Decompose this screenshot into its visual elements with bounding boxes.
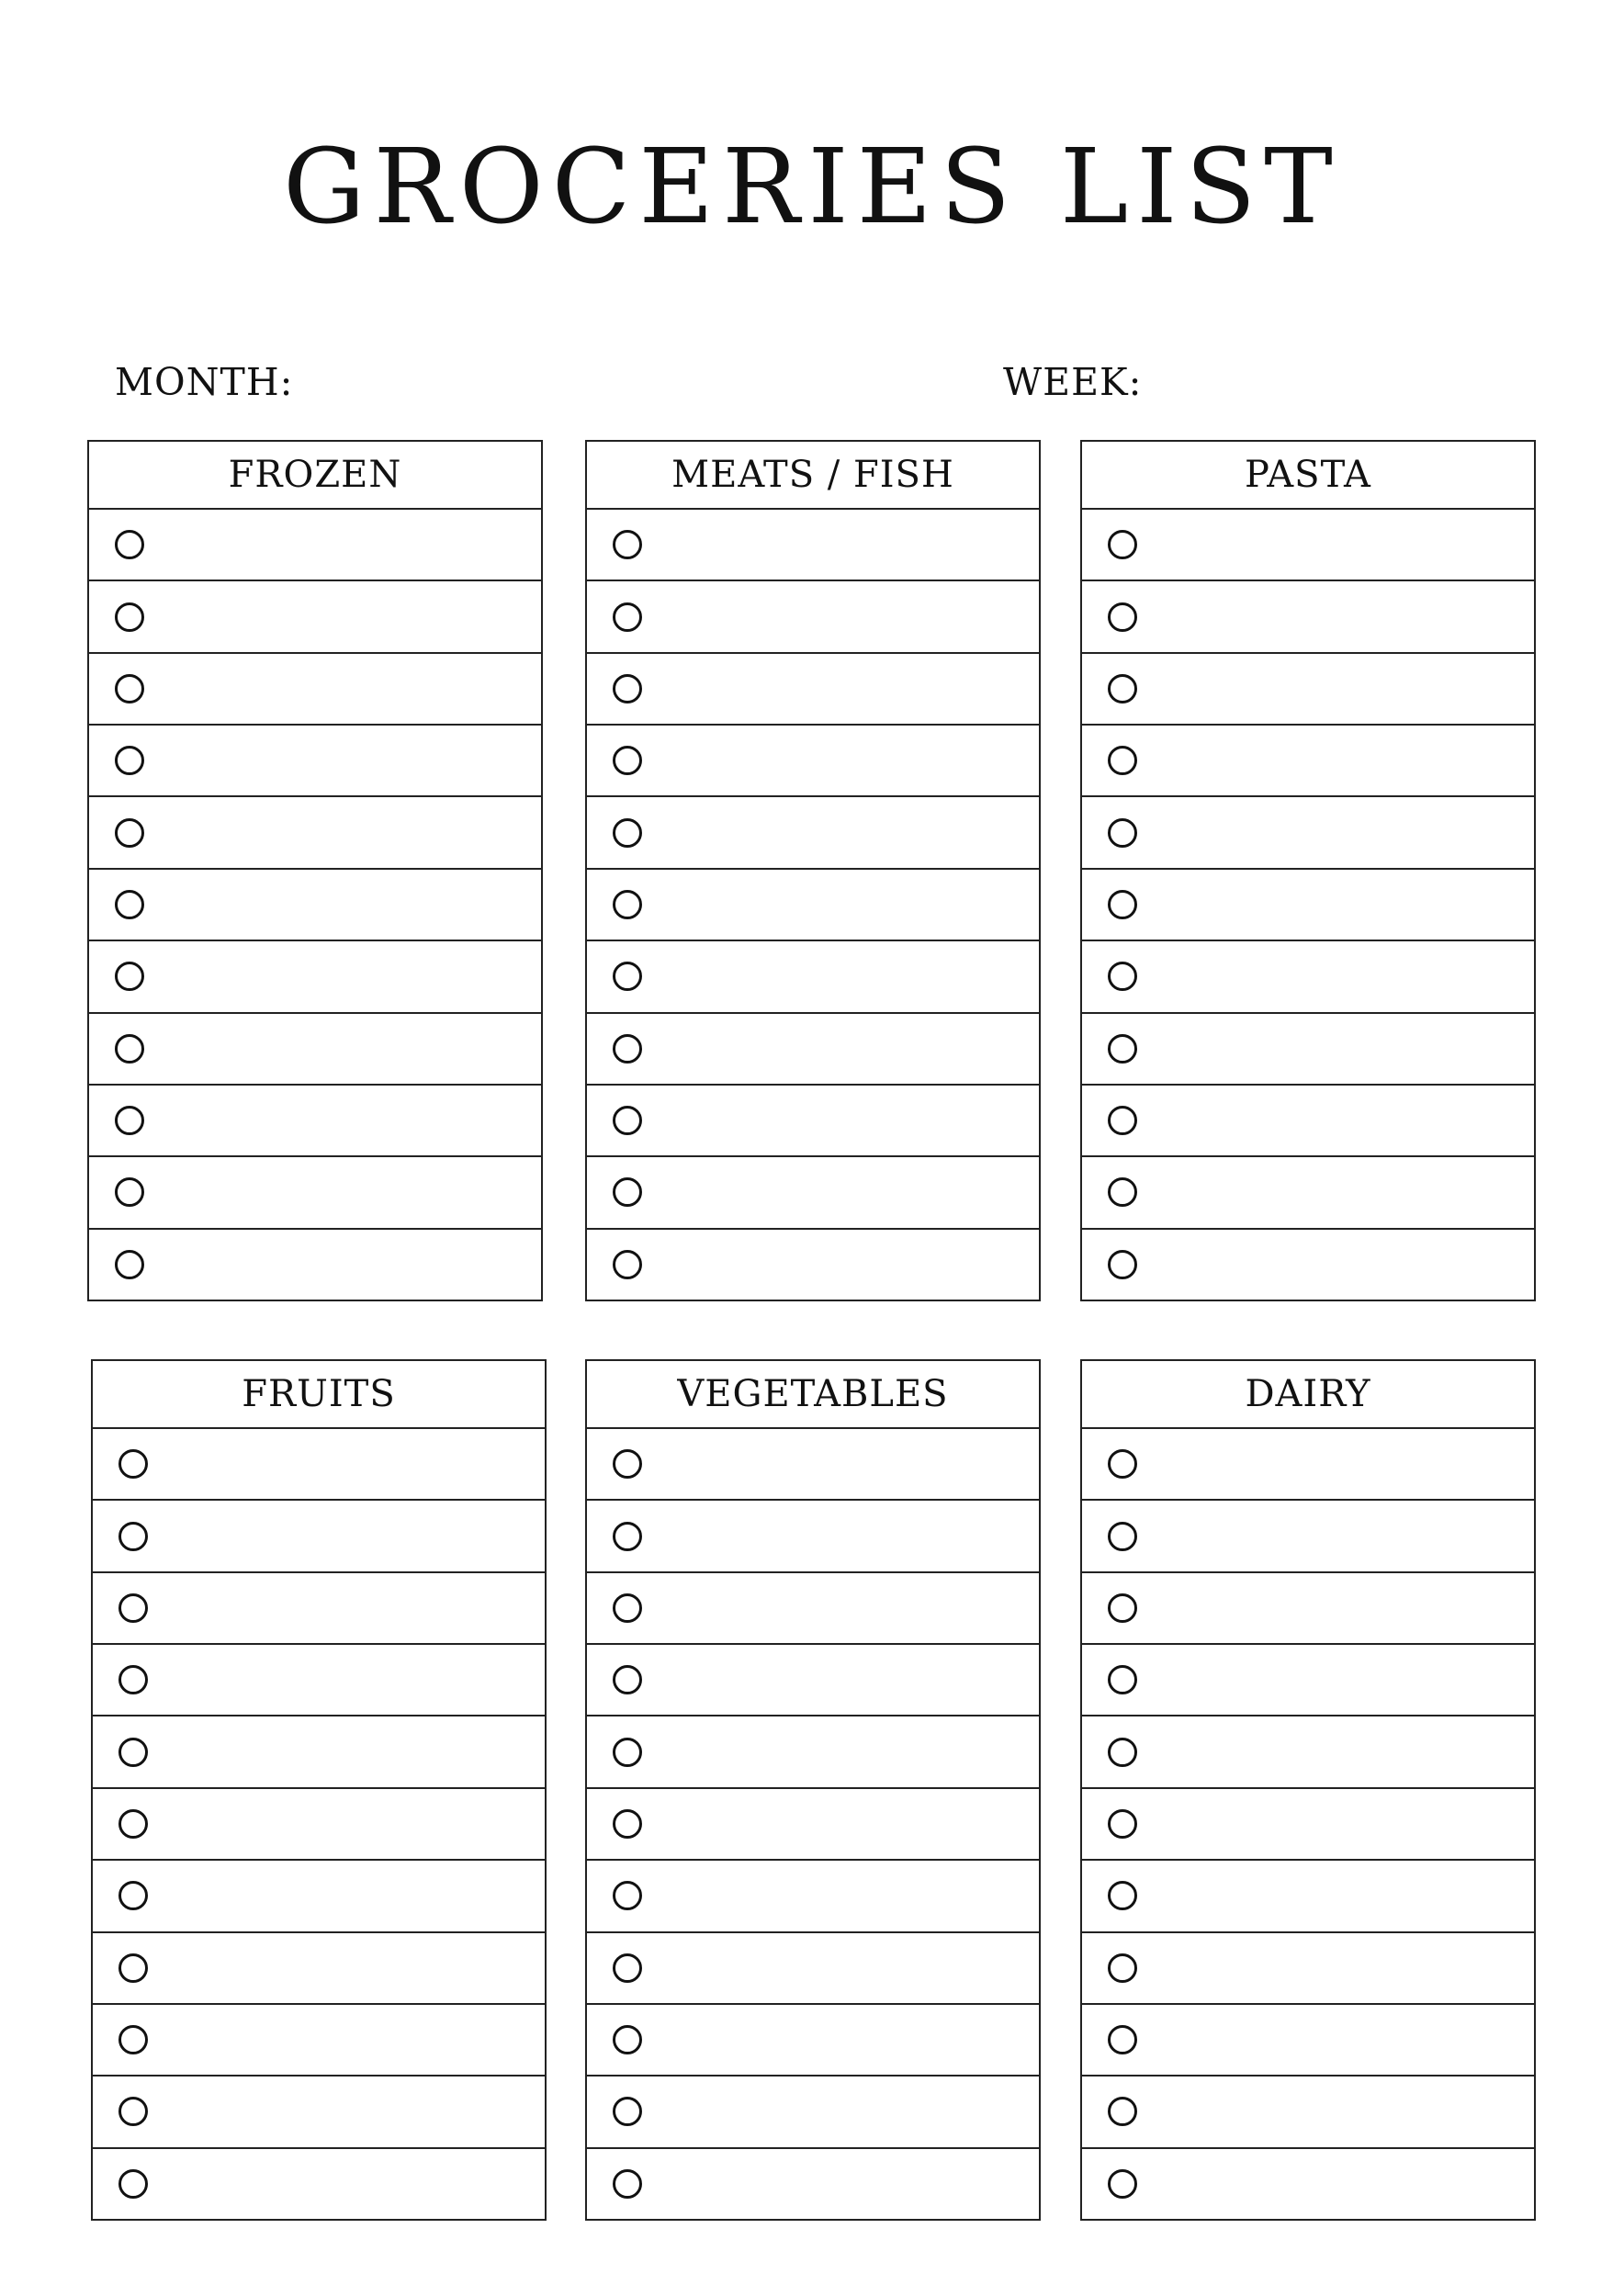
list-item [587,1933,1039,2005]
circle-checkbox-icon[interactable] [613,2097,642,2126]
list-item [1082,1086,1534,1157]
list-item [93,1429,545,1501]
item-entry-line[interactable] [657,581,1039,651]
circle-checkbox-icon[interactable] [1108,530,1137,559]
item-entry-line[interactable] [1152,1789,1534,1859]
category-title: PASTA [1082,442,1534,510]
item-entry-line[interactable] [657,1933,1039,2003]
circle-checkbox-icon[interactable] [1108,1809,1137,1839]
item-entry-line[interactable] [1152,1501,1534,1570]
circle-checkbox-icon[interactable] [613,1881,642,1910]
list-item [89,1014,541,1086]
item-entry-line[interactable] [657,1429,1039,1499]
list-item [1082,1501,1534,1572]
list-item [587,654,1039,726]
item-entry-line[interactable] [159,1157,541,1227]
item-entry-line[interactable] [1152,581,1534,651]
circle-checkbox-icon[interactable] [1108,2025,1137,2054]
circle-checkbox-icon[interactable] [118,2169,148,2199]
item-entry-line[interactable] [1152,1645,1534,1715]
circle-checkbox-icon[interactable] [118,1809,148,1839]
item-entry-line[interactable] [1152,870,1534,940]
item-entry-line[interactable] [159,726,541,795]
category-title: MEATS / FISH [587,442,1039,510]
list-item [587,1716,1039,1788]
circle-checkbox-icon[interactable] [1108,602,1137,632]
list-item [587,2077,1039,2148]
list-item [93,2077,545,2148]
item-entry-line[interactable] [657,1014,1039,1084]
list-item [587,797,1039,869]
circle-checkbox-icon[interactable] [1108,1106,1137,1135]
circle-checkbox-icon[interactable] [1108,818,1137,848]
list-item [1082,1861,1534,1932]
circle-checkbox-icon[interactable] [118,1593,148,1623]
circle-checkbox-icon[interactable] [1108,1250,1137,1279]
category-vegetables [585,1359,1041,2221]
circle-checkbox-icon[interactable] [115,1250,144,1279]
list-item [587,581,1039,653]
list-item [587,2005,1039,2077]
list-item [587,726,1039,797]
item-entry-line[interactable] [657,1086,1039,1155]
item-entry-line[interactable] [657,1573,1039,1643]
circle-checkbox-icon[interactable] [1108,674,1137,703]
circle-checkbox-icon[interactable] [613,818,642,848]
item-list [587,510,1039,1300]
item-entry-line[interactable] [163,1429,545,1499]
circle-checkbox-icon[interactable] [613,530,642,559]
item-entry-line[interactable] [1152,2149,1534,2219]
item-entry-line[interactable] [657,510,1039,580]
circle-checkbox-icon[interactable] [1108,962,1137,991]
item-entry-line[interactable] [657,797,1039,867]
circle-checkbox-icon[interactable] [1108,1738,1137,1767]
list-item [93,1501,545,1572]
circle-checkbox-icon[interactable] [613,2025,642,2054]
circle-checkbox-icon[interactable] [115,746,144,775]
list-item [93,1933,545,2005]
item-entry-line[interactable] [657,2149,1039,2219]
list-item [93,1789,545,1861]
item-entry-line[interactable] [1152,1014,1534,1084]
list-item [89,726,541,797]
circle-checkbox-icon[interactable] [115,962,144,991]
list-item [1082,1014,1534,1086]
list-item [1082,2005,1534,2077]
category-title: FROZEN [89,442,541,510]
category-title: FRUITS [93,1361,545,1429]
item-entry-line[interactable] [1152,1429,1534,1499]
circle-checkbox-icon[interactable] [118,1522,148,1551]
list-item [93,2005,545,2077]
list-item [587,1429,1039,1501]
item-entry-line[interactable] [163,1716,545,1786]
item-entry-line[interactable] [657,1230,1039,1300]
month-label: MONTH: [115,360,294,404]
item-entry-line[interactable] [657,1157,1039,1227]
circle-checkbox-icon[interactable] [613,674,642,703]
circle-checkbox-icon[interactable] [1108,1665,1137,1694]
item-entry-line[interactable] [1152,1573,1534,1643]
item-entry-line[interactable] [657,1716,1039,1786]
item-entry-line[interactable] [159,581,541,651]
item-list [1082,510,1534,1300]
week-label: WEEK: [1003,360,1143,404]
circle-checkbox-icon[interactable] [1108,1953,1137,1983]
item-entry-line[interactable] [163,1501,545,1570]
item-entry-line[interactable] [163,2149,545,2219]
circle-checkbox-icon[interactable] [118,1738,148,1767]
item-entry-line[interactable] [1152,726,1534,795]
list-item [89,581,541,653]
item-entry-line[interactable] [163,1861,545,1930]
item-entry-line[interactable] [1152,1716,1534,1786]
list-item [89,510,541,581]
circle-checkbox-icon[interactable] [115,1106,144,1135]
item-list [93,1429,545,2219]
item-list [1082,1429,1534,2219]
list-item [587,2149,1039,2219]
list-item [587,941,1039,1013]
item-entry-line[interactable] [1152,2005,1534,2075]
circle-checkbox-icon[interactable] [118,2097,148,2126]
list-item [1082,1789,1534,1861]
circle-checkbox-icon[interactable] [613,602,642,632]
category-meats-fish [585,440,1041,1301]
list-item [1082,1573,1534,1645]
circle-checkbox-icon[interactable] [613,890,642,919]
list-item [587,1014,1039,1086]
list-item [89,1157,541,1229]
list-item [587,1086,1039,1157]
item-list [89,510,541,1300]
list-item [587,1501,1039,1572]
item-entry-line[interactable] [159,654,541,724]
list-item [1082,1230,1534,1300]
list-item [89,870,541,941]
list-item [1082,941,1534,1013]
list-item [587,510,1039,581]
circle-checkbox-icon[interactable] [613,1106,642,1135]
list-item [1082,2149,1534,2219]
item-entry-line[interactable] [657,2005,1039,2075]
item-entry-line[interactable] [657,941,1039,1011]
list-item [93,1716,545,1788]
item-entry-line[interactable] [163,1933,545,2003]
circle-checkbox-icon[interactable] [1108,1522,1137,1551]
circle-checkbox-icon[interactable] [1108,746,1137,775]
item-entry-line[interactable] [1152,797,1534,867]
circle-checkbox-icon[interactable] [1108,890,1137,919]
circle-checkbox-icon[interactable] [613,962,642,991]
list-item [93,2149,545,2219]
item-entry-line[interactable] [1152,654,1534,724]
list-item [587,1157,1039,1229]
circle-checkbox-icon[interactable] [613,1250,642,1279]
list-item [89,797,541,869]
list-item [587,1861,1039,1932]
list-item [1082,510,1534,581]
item-entry-line[interactable] [1152,1933,1534,2003]
circle-checkbox-icon[interactable] [1108,1881,1137,1910]
category-title: DAIRY [1082,1361,1534,1429]
item-entry-line[interactable] [159,870,541,940]
page-title: GROCERIES LIST [283,128,1341,247]
list-item [93,1645,545,1716]
circle-checkbox-icon[interactable] [115,818,144,848]
item-entry-line[interactable] [657,2077,1039,2146]
list-item [587,1573,1039,1645]
circle-checkbox-icon[interactable] [613,1738,642,1767]
circle-checkbox-icon[interactable] [115,674,144,703]
circle-checkbox-icon[interactable] [613,1665,642,1694]
item-entry-line[interactable] [1152,1230,1534,1300]
circle-checkbox-icon[interactable] [118,1953,148,1983]
circle-checkbox-icon[interactable] [1108,1034,1137,1064]
list-item [89,1230,541,1300]
circle-checkbox-icon[interactable] [1108,1449,1137,1479]
list-item [1082,654,1534,726]
item-entry-line[interactable] [657,726,1039,795]
item-entry-line[interactable] [163,1573,545,1643]
category-fruits [91,1359,547,2221]
item-entry-line[interactable] [163,1645,545,1715]
category-frozen [87,440,543,1301]
circle-checkbox-icon[interactable] [1108,2097,1137,2126]
circle-checkbox-icon[interactable] [613,1953,642,1983]
category-dairy [1080,1359,1536,2221]
list-item [93,1573,545,1645]
list-item [587,1645,1039,1716]
circle-checkbox-icon[interactable] [118,2025,148,2054]
circle-checkbox-icon[interactable] [613,2169,642,2199]
circle-checkbox-icon[interactable] [613,746,642,775]
item-entry-line[interactable] [657,1789,1039,1859]
item-entry-line[interactable] [159,1014,541,1084]
list-item [89,1086,541,1157]
item-entry-line[interactable] [657,1645,1039,1715]
item-entry-line[interactable] [163,2077,545,2146]
list-item [587,1230,1039,1300]
item-entry-line[interactable] [657,1861,1039,1930]
circle-checkbox-icon[interactable] [1108,1593,1137,1623]
category-pasta [1080,440,1536,1301]
circle-checkbox-icon[interactable] [613,1449,642,1479]
list-item [1082,1716,1534,1788]
list-item [1082,797,1534,869]
item-entry-line[interactable] [159,1230,541,1300]
list-item [1082,1429,1534,1501]
item-entry-line[interactable] [159,1086,541,1155]
circle-checkbox-icon[interactable] [1108,1177,1137,1207]
list-item [1082,1157,1534,1229]
list-item [93,1861,545,1932]
circle-checkbox-icon[interactable] [115,602,144,632]
category-title: VEGETABLES [587,1361,1039,1429]
list-item [587,870,1039,941]
item-entry-line[interactable] [159,797,541,867]
item-entry-line[interactable] [1152,1861,1534,1930]
item-entry-line[interactable] [657,870,1039,940]
item-entry-line[interactable] [159,510,541,580]
list-item [1082,1645,1534,1716]
item-entry-line[interactable] [1152,941,1534,1011]
item-entry-line[interactable] [163,2005,545,2075]
circle-checkbox-icon[interactable] [115,530,144,559]
list-item [1082,1933,1534,2005]
list-item [89,941,541,1013]
circle-checkbox-icon[interactable] [613,1177,642,1207]
item-entry-line[interactable] [1152,1086,1534,1155]
item-entry-line[interactable] [1152,2077,1534,2146]
list-item [1082,581,1534,653]
list-item [89,654,541,726]
item-entry-line[interactable] [1152,510,1534,580]
circle-checkbox-icon[interactable] [115,1034,144,1064]
item-entry-line[interactable] [657,654,1039,724]
circle-checkbox-icon[interactable] [613,1593,642,1623]
circle-checkbox-icon[interactable] [115,890,144,919]
circle-checkbox-icon[interactable] [1108,2169,1137,2199]
circle-checkbox-icon[interactable] [613,1522,642,1551]
list-item [1082,870,1534,941]
circle-checkbox-icon[interactable] [118,1881,148,1910]
circle-checkbox-icon[interactable] [115,1177,144,1207]
item-list [587,1429,1039,2219]
circle-checkbox-icon[interactable] [118,1665,148,1694]
list-item [1082,726,1534,797]
circle-checkbox-icon[interactable] [118,1449,148,1479]
item-entry-line[interactable] [657,1501,1039,1570]
item-entry-line[interactable] [163,1789,545,1859]
item-entry-line[interactable] [159,941,541,1011]
list-item [587,1789,1039,1861]
circle-checkbox-icon[interactable] [613,1809,642,1839]
list-item [1082,2077,1534,2148]
item-entry-line[interactable] [1152,1157,1534,1227]
circle-checkbox-icon[interactable] [613,1034,642,1064]
